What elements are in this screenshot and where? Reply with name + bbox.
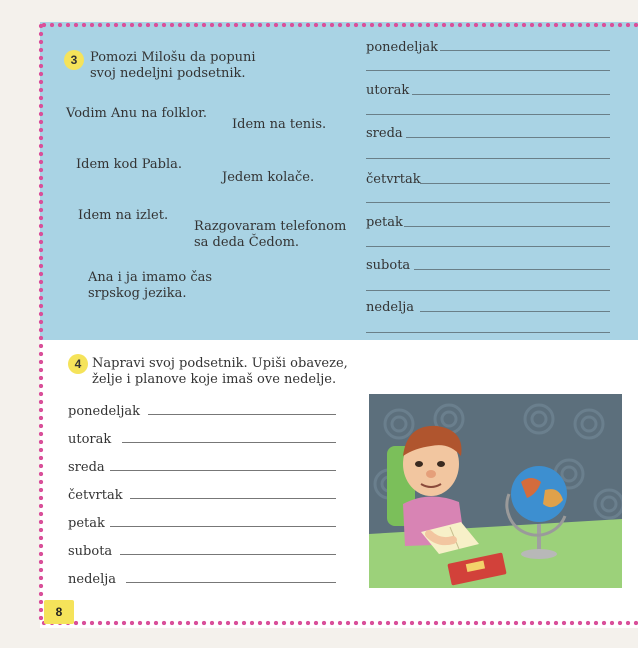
ex4-line-saturday[interactable]	[120, 554, 336, 555]
note-pablo: Idem kod Pabla.	[76, 157, 183, 172]
note-izlet: Idem na izlet.	[78, 208, 169, 223]
ex4-day-label-saturday: subota	[68, 544, 113, 559]
ex4-day-label-thursday: četvrtak	[68, 488, 123, 503]
ex3-day-label-thursday: četvrtak	[366, 172, 421, 187]
note-folklor: Vodim Anu na folklor.	[66, 106, 208, 121]
ex4-line-thursday[interactable]	[130, 498, 336, 499]
ex3-line-friday-2[interactable]	[366, 246, 610, 247]
ex4-day-label-friday: petak	[68, 516, 105, 531]
ex3-line-sunday-2[interactable]	[366, 332, 610, 333]
ex3-day-label-tuesday: utorak	[366, 83, 410, 98]
ex3-day-label-wednesday: sreda	[366, 126, 403, 141]
ex4-line-sunday[interactable]	[126, 582, 336, 583]
ex3-line-tuesday-2[interactable]	[366, 114, 610, 115]
ex3-day-label-saturday: subota	[366, 258, 411, 273]
note-telefon-line1: Razgovaram telefonom	[194, 219, 347, 234]
dotted-border-top	[40, 22, 638, 28]
ex3-line-tuesday-1[interactable]	[412, 94, 610, 95]
ex4-line-tuesday[interactable]	[122, 442, 336, 443]
ex3-line-monday-1[interactable]	[440, 50, 610, 51]
ex3-line-saturday-1[interactable]	[414, 269, 610, 270]
ex4-day-label-monday: ponedeljak	[68, 404, 141, 419]
exercise-4-instruction-line2: želje i planove koje imaš ove nedelje.	[92, 372, 337, 387]
ex3-line-monday-2[interactable]	[366, 70, 610, 71]
exercise-4-number: 4	[68, 354, 88, 374]
ex4-line-monday[interactable]	[148, 414, 336, 415]
ex3-line-thursday-2[interactable]	[366, 202, 610, 203]
ex3-line-wednesday-1[interactable]	[406, 137, 610, 138]
ex3-day-label-sunday: nedelja	[366, 300, 415, 315]
ex4-day-label-tuesday: utorak	[68, 432, 112, 447]
ex3-day-label-friday: petak	[366, 215, 403, 230]
dotted-border-left	[38, 22, 44, 624]
note-kolace: Jedem kolače.	[222, 170, 315, 185]
exercise-3-instruction-line1: Pomozi Milošu da popuni	[90, 50, 256, 65]
note-cas-line2: srpskog jezika.	[88, 286, 187, 301]
ex3-line-sunday-1[interactable]	[420, 311, 610, 312]
ex4-line-wednesday[interactable]	[110, 470, 336, 471]
ex4-day-label-sunday: nedelja	[68, 572, 117, 587]
ex3-line-saturday-2[interactable]	[366, 290, 610, 291]
ex3-line-friday-1[interactable]	[404, 226, 610, 227]
note-telefon-line2: sa deda Čedom.	[194, 235, 300, 250]
ex3-line-thursday-1[interactable]	[420, 183, 610, 184]
exercise-4-instruction-line1: Napravi svoj podsetnik. Upiši obaveze,	[92, 356, 348, 371]
exercise-3-instruction-line2: svoj nedeljni podsetnik.	[90, 66, 246, 81]
page-number: 8	[44, 600, 74, 624]
boy-with-globe-illustration	[369, 394, 622, 588]
exercise-3-number: 3	[64, 50, 84, 70]
note-cas-line1: Ana i ja imamo čas	[88, 270, 213, 285]
ex3-line-wednesday-2[interactable]	[366, 158, 610, 159]
ex4-line-friday[interactable]	[110, 526, 336, 527]
ex3-day-label-monday: ponedeljak	[366, 40, 439, 55]
note-tenis: Idem na tenis.	[232, 117, 327, 132]
ex4-day-label-wednesday: sreda	[68, 460, 105, 475]
dotted-border-bottom	[40, 620, 638, 626]
